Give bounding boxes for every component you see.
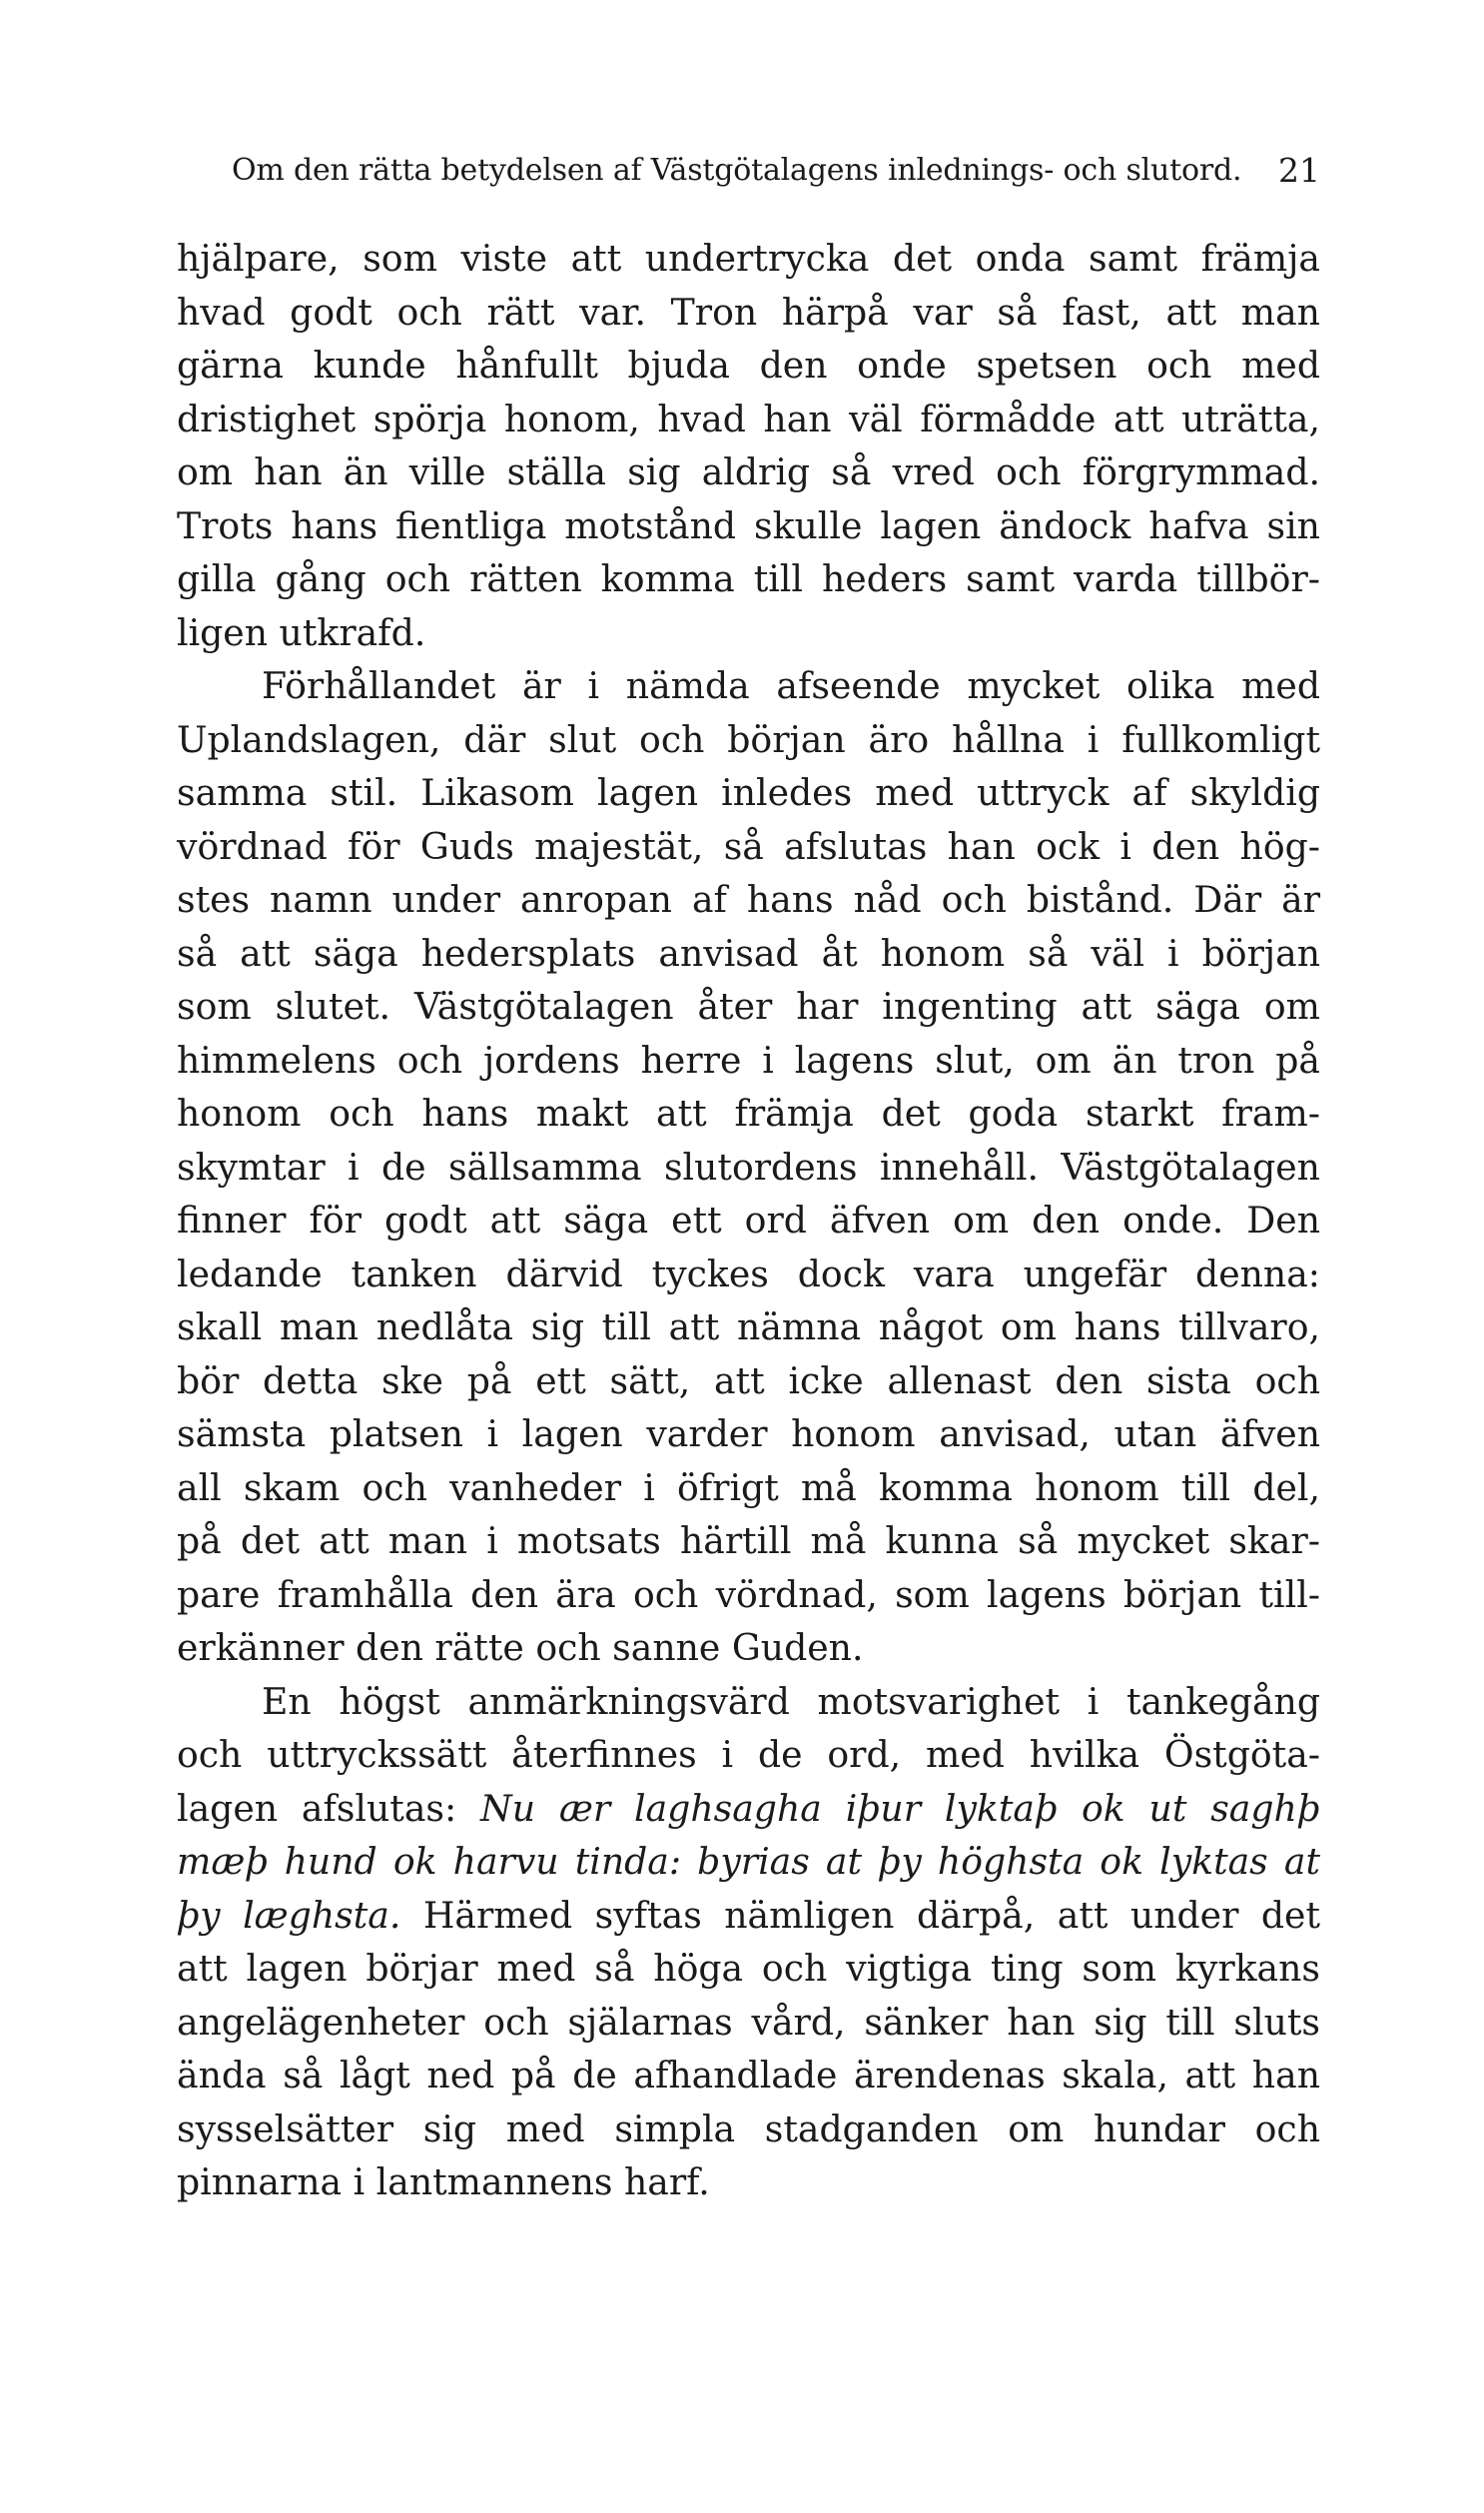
text-line: pare framhålla den ära och vördnad, som lagens början till- <box>177 1572 1320 1616</box>
text-line: ledande tanken därvid tyckes dock vara ungefär denna: <box>177 1252 1320 1295</box>
text-line: hjälpare, som viste att undertrycka det onda samt främja <box>177 237 1320 280</box>
text-line: pinnarna i lantmannens harf. <box>177 2160 710 2203</box>
text-line: som slutet. Västgötalagen åter har ingenting att säga om <box>177 985 1320 1028</box>
text-segment: lagen afslutas: <box>177 1786 481 1830</box>
text-line: stes namn under anropan af hans nåd och bistånd. Där är <box>177 878 1320 921</box>
text-line: om han än ville ställa sig aldrig så vred och förgrymmad. <box>177 450 1320 493</box>
paragraph-2 <box>177 659 1320 1675</box>
text-line: gilla gång och rätten komma till heders samt varda tillbör- <box>177 557 1320 600</box>
body-text <box>177 232 1320 2209</box>
text-line: Förhållandet är i nämda afseende mycket olika med <box>262 664 1320 707</box>
paragraph-1 <box>177 232 1320 659</box>
text-line: på det att man i motsats härtill må kunna så mycket skar- <box>177 1519 1320 1562</box>
text-line: gärna kunde hånfullt bjuda den onde spetsen och med <box>177 344 1320 387</box>
paragraph-3 <box>177 1675 1320 2209</box>
text-line: dristighet spörja honom, hvad han väl förmådde att uträtta, <box>177 397 1320 440</box>
text-line: sämsta platsen i lagen varder honom anvisad, utan äfven <box>177 1412 1320 1455</box>
text-line: Trots hans fientliga motstånd skulle lagen ändock hafva sin <box>177 503 1320 547</box>
running-head <box>232 146 1320 196</box>
old-swedish-quote: Nu ær laghsagha iþur lyktaþ ok ut saghþ <box>480 1786 1321 1830</box>
text-line <box>177 1889 1320 1943</box>
text-line: En högst anmärkningsvärd motsvarighet i tankegång <box>262 1679 1320 1723</box>
text-line <box>177 1782 1320 1836</box>
text-line: Uplandslagen, där slut och början äro hållna i fullkomligt <box>177 717 1320 761</box>
page-number: 21 <box>1278 151 1320 190</box>
text-line: erkänner den rätte och sanne Guden. <box>177 1626 864 1669</box>
text-line: angelägenheter och själarnas vård, sänker han sig till sluts <box>177 2000 1320 2044</box>
text-line <box>177 1835 1320 1889</box>
running-head-title: Om den rätta betydelsen af Västgötalagens inlednings- och slutord. <box>232 153 1242 188</box>
text-line: och uttryckssätt återfinnes i de ord, med hvilka Östgöta- <box>177 1733 1320 1776</box>
text-line: honom och hans makt att främja det goda starkt fram- <box>177 1092 1320 1135</box>
text-line: så att säga hedersplats anvisad åt honom så väl i början <box>177 931 1320 975</box>
old-swedish-quote: þy læghsta. <box>177 1893 401 1937</box>
old-swedish-quote: mæþ hund ok harvu tinda: byrias at þy höghsta ok lyktas at <box>177 1840 1320 1883</box>
text-line: hvad godt och rätt var. Tron härpå var så fast, att man <box>177 290 1320 334</box>
text-segment: Härmed syftas nämligen därpå, att under det <box>400 1893 1320 1937</box>
text-line: sysselsätter sig med simpla stadganden om hundar och <box>177 2106 1320 2150</box>
text-line: samma stil. Likasom lagen inledes med uttryck af skyldig <box>177 771 1320 814</box>
text-line: skymtar i de sällsamma slutordens innehåll. Västgötalagen <box>177 1145 1320 1189</box>
text-line: bör detta ske på ett sätt, att icke allenast den sista och <box>177 1358 1320 1402</box>
text-line: skall man nedlåta sig till att nämna något om hans tillvaro, <box>177 1305 1320 1348</box>
text-line: ända så lågt ned på de afhandlade ärendenas skala, att han <box>177 2054 1320 2096</box>
text-line: vördnad för Guds majestät, så afslutas han ock i den hög- <box>177 824 1320 868</box>
text-line: ligen utkrafd. <box>177 610 426 654</box>
text-line: finner för godt att säga ett ord äfven om den onde. Den <box>177 1199 1320 1242</box>
text-line: att lagen börjar med så höga och vigtiga ting som kyrkans <box>177 1947 1320 1990</box>
text-line: all skam och vanheder i öfrigt må komma honom till del, <box>177 1465 1320 1509</box>
text-line: himmelens och jordens herre i lagens slut, om än tron på <box>177 1038 1320 1082</box>
